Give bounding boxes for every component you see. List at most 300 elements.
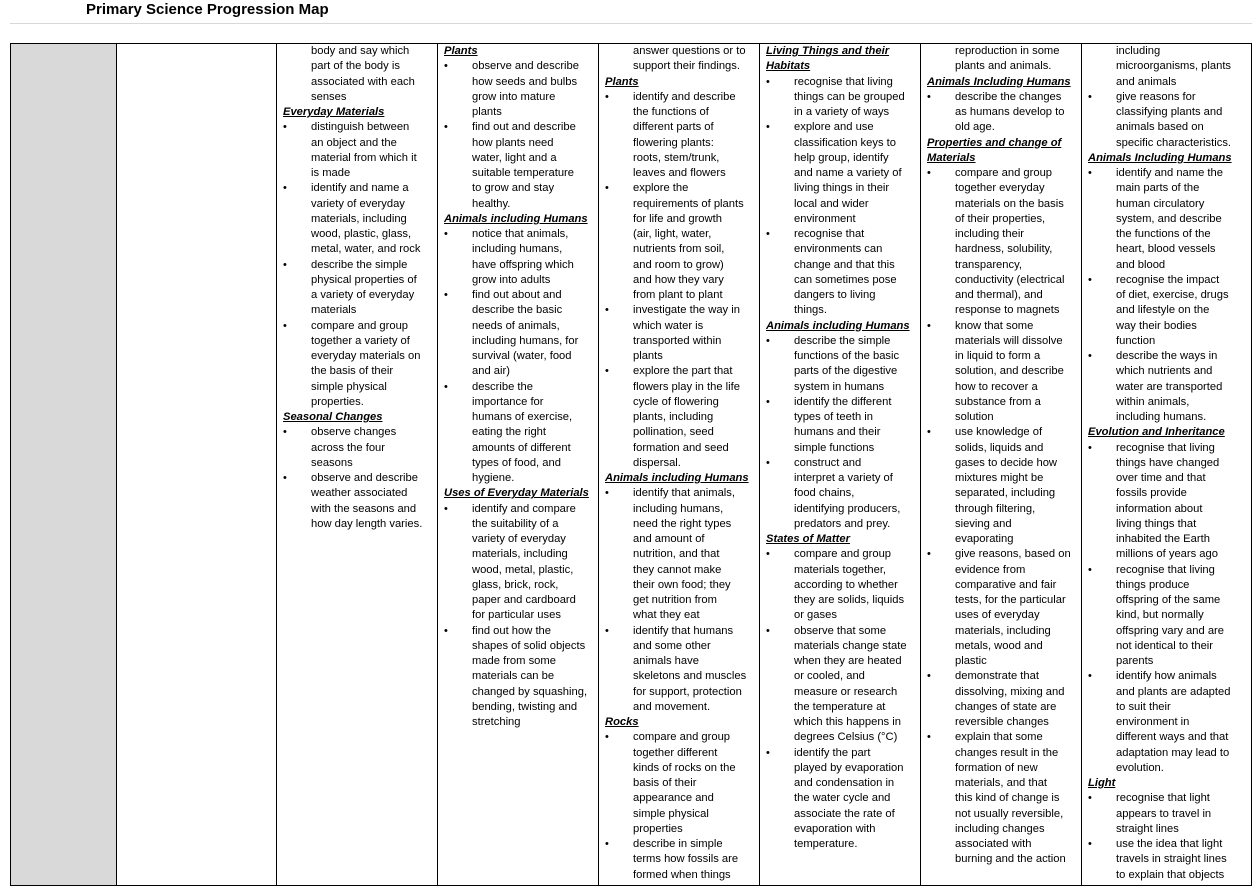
text-line: and name a variety of [794,167,902,179]
content-column-2 [438,44,599,885]
text-line: is made [311,167,351,179]
text-line: metals, wood and [955,639,1043,652]
text-line: food chains, [794,487,855,500]
objective-item [283,120,435,181]
text-line: materials change state [794,639,907,652]
text-line: local and wider [794,197,869,210]
text-line: parents [1116,655,1154,667]
text-line: hygiene. [472,472,515,484]
objective-item [766,547,918,623]
text-line: microorganisms, plants [1116,60,1232,73]
text-line: everyday materials on [311,350,421,362]
text-line: reproduction in some [955,45,1060,57]
text-line: they are solids, liquids [794,594,905,606]
text-line: animals have [633,655,699,667]
text-line: flowering plants: [633,136,714,149]
objective-list [1088,791,1250,883]
objective-item [605,181,757,303]
text-line: together a variety of [311,334,410,347]
text-line: over time and that [1116,472,1206,484]
text-line: parts of the digestive [794,365,898,378]
text-line: body and say which [311,45,410,57]
text-line: things produce [1116,578,1190,591]
objective-item [444,120,596,212]
text-line: evaporating [955,533,1014,545]
text-line: predators and prey. [794,517,891,530]
text-line: together everyday [955,182,1045,195]
text-line: • recognise that living [1116,441,1215,454]
text-line: of diet, exercise, drugs [1116,289,1229,301]
section-heading: Rocks [605,716,639,728]
text-line: wood, metal, plastic, [472,563,574,576]
text-line: • identify the part [794,746,871,759]
section-heading: Plants [444,45,478,57]
text-line: • describe the ways in [1116,350,1218,362]
text-line: plants [633,350,663,362]
section-heading: Seasonal Changes [283,411,383,423]
text-line: amounts of different [472,441,571,454]
objective-item [605,624,757,716]
text-line: fossils provide [1116,487,1187,500]
text-line: and air) [472,365,510,378]
text-line: paper and cardboard [472,594,576,606]
objective-item [605,90,757,182]
objective-item [283,181,435,257]
text-line: • observe and describe [472,60,579,73]
text-line: materials on the basis [955,197,1064,210]
text-line: associated with [955,838,1032,850]
text-line: • recognise that living [1116,563,1215,576]
text-line: materials together, [794,563,887,576]
text-line: (air, light, water, [633,228,712,240]
text-line: including humans, [472,243,563,256]
text-line: stretching [472,716,521,728]
text-line: materials, including [311,212,407,225]
text-line: survival (water, food [472,350,572,362]
text-line: metal, water, and rock [311,243,421,256]
objective-item [444,502,596,624]
text-line: system in humans [794,380,885,393]
objective-list [605,730,757,883]
text-line: types of food, and [472,456,561,469]
text-line: or cooled, and [794,670,865,683]
text-line: and plants are adapted [1116,685,1231,698]
text-line: kind, but normally [1116,609,1204,622]
objective-list [283,425,435,532]
text-line: materials [311,304,357,317]
text-line: humans and their [794,426,881,439]
text-line: • use knowledge of [955,426,1043,439]
text-line: nutrients from soil, [633,243,725,256]
text-line: environment in [1116,716,1190,728]
text-line: appears to travel in [1116,807,1212,820]
text-line: of their properties, [955,212,1046,225]
year-label-column [11,44,117,885]
text-line: • give reasons for [1116,90,1196,103]
objective-item [766,75,918,121]
text-line: • recognise that [794,228,865,240]
text-line: including [1116,45,1161,57]
text-line: plants and animals. [955,60,1052,73]
text-line: main parts of the [1116,182,1200,195]
text-line: simple functions [794,441,875,454]
continued-text [605,44,757,75]
text-line: • compare and group [794,548,892,561]
section-heading: Everyday Materials [283,106,385,118]
text-line: different ways and that [1116,731,1229,744]
objective-item [444,227,596,288]
text-line: • identify and name the [1116,167,1223,179]
text-line: as humans develop to [955,106,1065,118]
text-line: inhabited the Earth [1116,533,1210,545]
text-line: materials, and that [955,777,1048,789]
objective-item [1088,791,1250,837]
text-line: • explore the [633,182,689,195]
text-line: transported within [633,334,722,347]
text-line: glass, brick, rock, [472,578,559,591]
objective-list [766,75,918,319]
text-line: how seeds and bulbs [472,75,578,88]
text-line: conductivity (electrical [955,273,1065,286]
text-line: the basis of their [311,365,394,378]
text-line: • find out about and [472,289,562,301]
text-line: • explain that some [955,731,1043,744]
text-line: and thermal), and [955,289,1043,301]
text-line: living things that [1116,517,1197,530]
section-heading: Animals including Humans [766,319,910,332]
objective-item [444,288,596,380]
text-line: weather associated [311,487,408,500]
objective-list [1088,90,1250,151]
text-line: reversible changes [955,716,1049,728]
text-line: within animals, [1116,395,1190,408]
text-line: to suit their [1116,700,1171,713]
text-line: basis of their [633,777,697,789]
text-line: water are transported [1116,380,1223,393]
text-line: sieving and [955,517,1012,530]
section-heading: Uses of Everyday Materials [444,487,589,500]
objective-item [283,471,435,532]
text-line: formation of new [955,761,1038,774]
objective-item [1088,669,1250,776]
text-line: properties [633,822,683,835]
objective-item [927,90,1079,136]
text-line: millions of years ago [1116,548,1218,561]
text-line: • distinguish between [311,121,410,134]
objective-item [605,364,757,471]
text-line: • demonstrate that [955,670,1039,683]
text-line: for particular uses [472,609,561,622]
objective-item [444,380,596,487]
text-line: answer questions or to [633,45,746,57]
text-line: dispersal. [633,456,681,469]
text-line: evolution. [1116,761,1164,774]
text-line: • describe in simple [633,838,723,850]
text-line: suitable temperature [472,167,574,179]
text-line: associate the rate of [794,807,895,820]
text-line: • describe the changes [955,90,1062,103]
objective-item [766,746,918,853]
text-line: travels in straight lines [1116,853,1227,866]
text-line: needs of animals, [472,319,560,332]
text-line: wood, plastic, glass, [311,228,412,240]
text-line: and how they vary [633,273,724,286]
text-line: need the right types [633,517,732,530]
text-line: the suitability of a [472,517,559,530]
objective-item [1088,90,1250,151]
text-line: system, and describe [1116,212,1222,225]
objective-item [927,319,1079,426]
text-line: offspring vary and are [1116,624,1225,637]
objective-item [927,166,1079,319]
section-heading: Animals Including Humans [1088,151,1232,164]
text-line: how to recover a [955,380,1038,393]
text-line: the functions of the [1116,228,1211,240]
objective-item [766,395,918,456]
text-line: • describe the simple [794,334,891,347]
text-line: played by evaporation [794,761,904,774]
text-line: • find out and describe [472,121,576,134]
text-line: in a variety of ways [794,106,890,118]
text-line: made from some [472,655,556,667]
text-line: • compare and group [311,319,409,332]
text-line: terms how fossils are [633,853,739,866]
text-line: • construct and [794,456,862,469]
continued-text [1088,44,1250,90]
text-line: bending, twisting and [472,700,578,713]
section-heading: Animals including Humans [444,212,588,225]
objective-item [605,730,757,837]
text-line: classifying plants and [1116,106,1223,118]
text-line: • identify the different [794,395,892,408]
text-line: including humans, for [472,334,579,347]
text-line: gases to decide how [955,456,1057,469]
text-line: dangers to living [794,289,876,301]
text-line: mixtures might be [955,472,1044,484]
text-line: and movement. [633,700,711,713]
text-line: and room to grow) [633,258,724,271]
text-line: including humans. [1116,411,1207,423]
text-line: flowers play in the life [633,380,740,393]
text-line: through filtering, [955,502,1036,515]
text-line: to explain that objects [1116,868,1225,881]
text-line: information about [1116,502,1203,515]
objective-item [444,59,596,120]
text-line: have offspring which [472,258,574,271]
objective-list [444,59,596,212]
text-line: • observe and describe [311,472,418,484]
text-line: functions of the basic [794,350,900,362]
objective-item [927,425,1079,547]
text-line: a variety of everyday [311,289,415,301]
text-line: materials, including [955,624,1051,637]
text-line: solution [955,411,994,423]
objective-item [927,547,1079,669]
text-line: • explore the part that [633,365,733,378]
text-line: specific characteristics. [1116,136,1232,149]
text-line: burning and the action [955,853,1066,866]
text-line: materials will dissolve [955,334,1063,347]
objective-list [283,120,435,410]
objective-item [1088,837,1250,883]
objective-item [927,669,1079,730]
text-line: straight lines [1116,822,1179,835]
text-line: • find out how the [472,624,551,637]
text-line: physical properties of [311,273,417,286]
text-line: • identify how animals [1116,670,1217,683]
text-line: materials can be [472,670,555,683]
text-line: • describe the [472,380,533,393]
text-line: not identical to their [1116,639,1214,652]
objective-list [766,547,918,852]
text-line: cycle of flowering [633,395,719,408]
text-line: • recognise that light [1116,792,1210,805]
text-line: • identify and name a [311,182,409,195]
continued-text [283,44,435,105]
text-line: • identify that animals, [633,487,735,500]
text-line: nutrition, and that [633,548,720,561]
text-line: support their findings. [633,60,740,73]
text-line: solution, and describe [955,365,1064,378]
text-line: simple physical [633,807,709,820]
text-line: not usually reversible, [955,807,1064,820]
objective-item [1088,349,1250,425]
text-line: together different [633,746,718,759]
text-line: animals based on [1116,121,1204,134]
text-line: • identify and describe [633,90,736,103]
content-column-1 [277,44,438,885]
objective-list [927,166,1079,868]
objective-item [283,258,435,319]
text-line: classification keys to [794,136,896,149]
text-line: evaporation with [794,822,876,835]
objective-item [766,624,918,746]
text-line: • compare and group [955,167,1053,179]
text-line: changes result in the [955,746,1059,759]
text-line: their own food; they [633,578,731,591]
text-line: appearance and [633,792,714,805]
text-line: leaves and flowers [633,167,726,179]
text-line: importance for [472,395,544,408]
objective-item [766,456,918,532]
text-line: things can be grouped [794,90,905,103]
text-line: for life and growth [633,212,722,225]
text-line: • notice that animals, [472,228,569,240]
text-line: identifying producers, [794,502,901,515]
text-line: seasons [311,456,353,469]
content-column-5 [921,44,1082,885]
text-line: • describe the simple [311,258,408,271]
text-line: living things in their [794,182,890,195]
text-line: for support, protection [633,685,742,698]
text-line: things have changed [1116,456,1220,469]
text-line: hardness, solubility, [955,243,1053,256]
text-line: interpret a variety of [794,472,893,484]
objective-item [605,303,757,364]
objective-list [444,502,596,731]
objective-item [1088,166,1250,273]
text-line: grow into adults [472,273,551,286]
topic-label-column [117,44,277,885]
text-line: describe the basic [472,304,563,317]
continued-text [927,44,1079,75]
header-divider [10,23,1252,24]
content-column-3 [599,44,760,885]
text-line: old age. [955,121,995,134]
text-line: material from which it [311,151,417,164]
text-line: change and that this [794,258,895,271]
section-heading: Evolution and Inheritance [1088,426,1225,439]
text-line: • identify that humans [633,624,734,637]
text-line: function [1116,334,1156,347]
text-line: temperature. [794,838,858,850]
objective-item [766,120,918,227]
text-line: the functions of [633,106,709,118]
objective-item [1088,563,1250,670]
objective-item [1088,273,1250,349]
objective-item [927,730,1079,867]
text-line: adaptation may lead to [1116,746,1230,759]
text-line: properties. [311,395,364,408]
objective-list [1088,441,1250,777]
objective-list [444,227,596,486]
section-heading: Habitats [766,60,811,73]
content-column-4 [760,44,921,885]
section-heading: Animals Including Humans [927,75,1071,88]
text-line: eating the right [472,426,547,439]
section-heading: Plants [605,75,639,88]
objective-item [444,624,596,731]
text-line: • use the idea that light [1116,838,1223,850]
text-line: measure or research [794,685,898,698]
objective-item [1088,441,1250,563]
text-line: and some other [633,639,711,652]
text-line: degrees Celsius (°C) [794,731,898,744]
text-line: they cannot make [633,563,722,576]
text-line: what they eat [633,609,700,622]
text-line: which nutrients and [1116,365,1213,378]
text-line: or gases [794,609,837,622]
section-heading: Light [1088,777,1116,789]
text-line: different parts of [633,121,714,134]
text-line: things. [794,304,827,317]
text-line: comparative and fair [955,578,1057,591]
objective-item [283,425,435,471]
text-line: this kind of change is [955,792,1060,805]
text-line: • know that some [955,319,1034,332]
objective-item [766,227,918,319]
section-heading: Properties and change of [927,136,1062,149]
text-line: separated, including [955,487,1056,500]
text-line: part of the body is [311,60,400,73]
text-line: and lifestyle on the [1116,304,1210,317]
text-line: tests, for the particular [955,594,1066,606]
text-line: environment [794,212,856,225]
section-heading: Animals including Humans [605,472,749,484]
text-line: variety of everyday [472,533,566,545]
text-line: the water cycle and [794,792,891,805]
text-line: pollination, seed [633,426,714,439]
text-line: formation and seed [633,441,729,454]
text-line: which water is [633,319,704,332]
text-line: across the four [311,441,385,454]
text-line: • compare and group [633,731,731,744]
text-line: substance from a [955,395,1041,408]
text-line: including changes [955,822,1045,835]
text-line: and condensation in [794,777,895,789]
text-line: the temperature at [794,700,886,713]
text-line: • identify and compare [472,502,576,515]
